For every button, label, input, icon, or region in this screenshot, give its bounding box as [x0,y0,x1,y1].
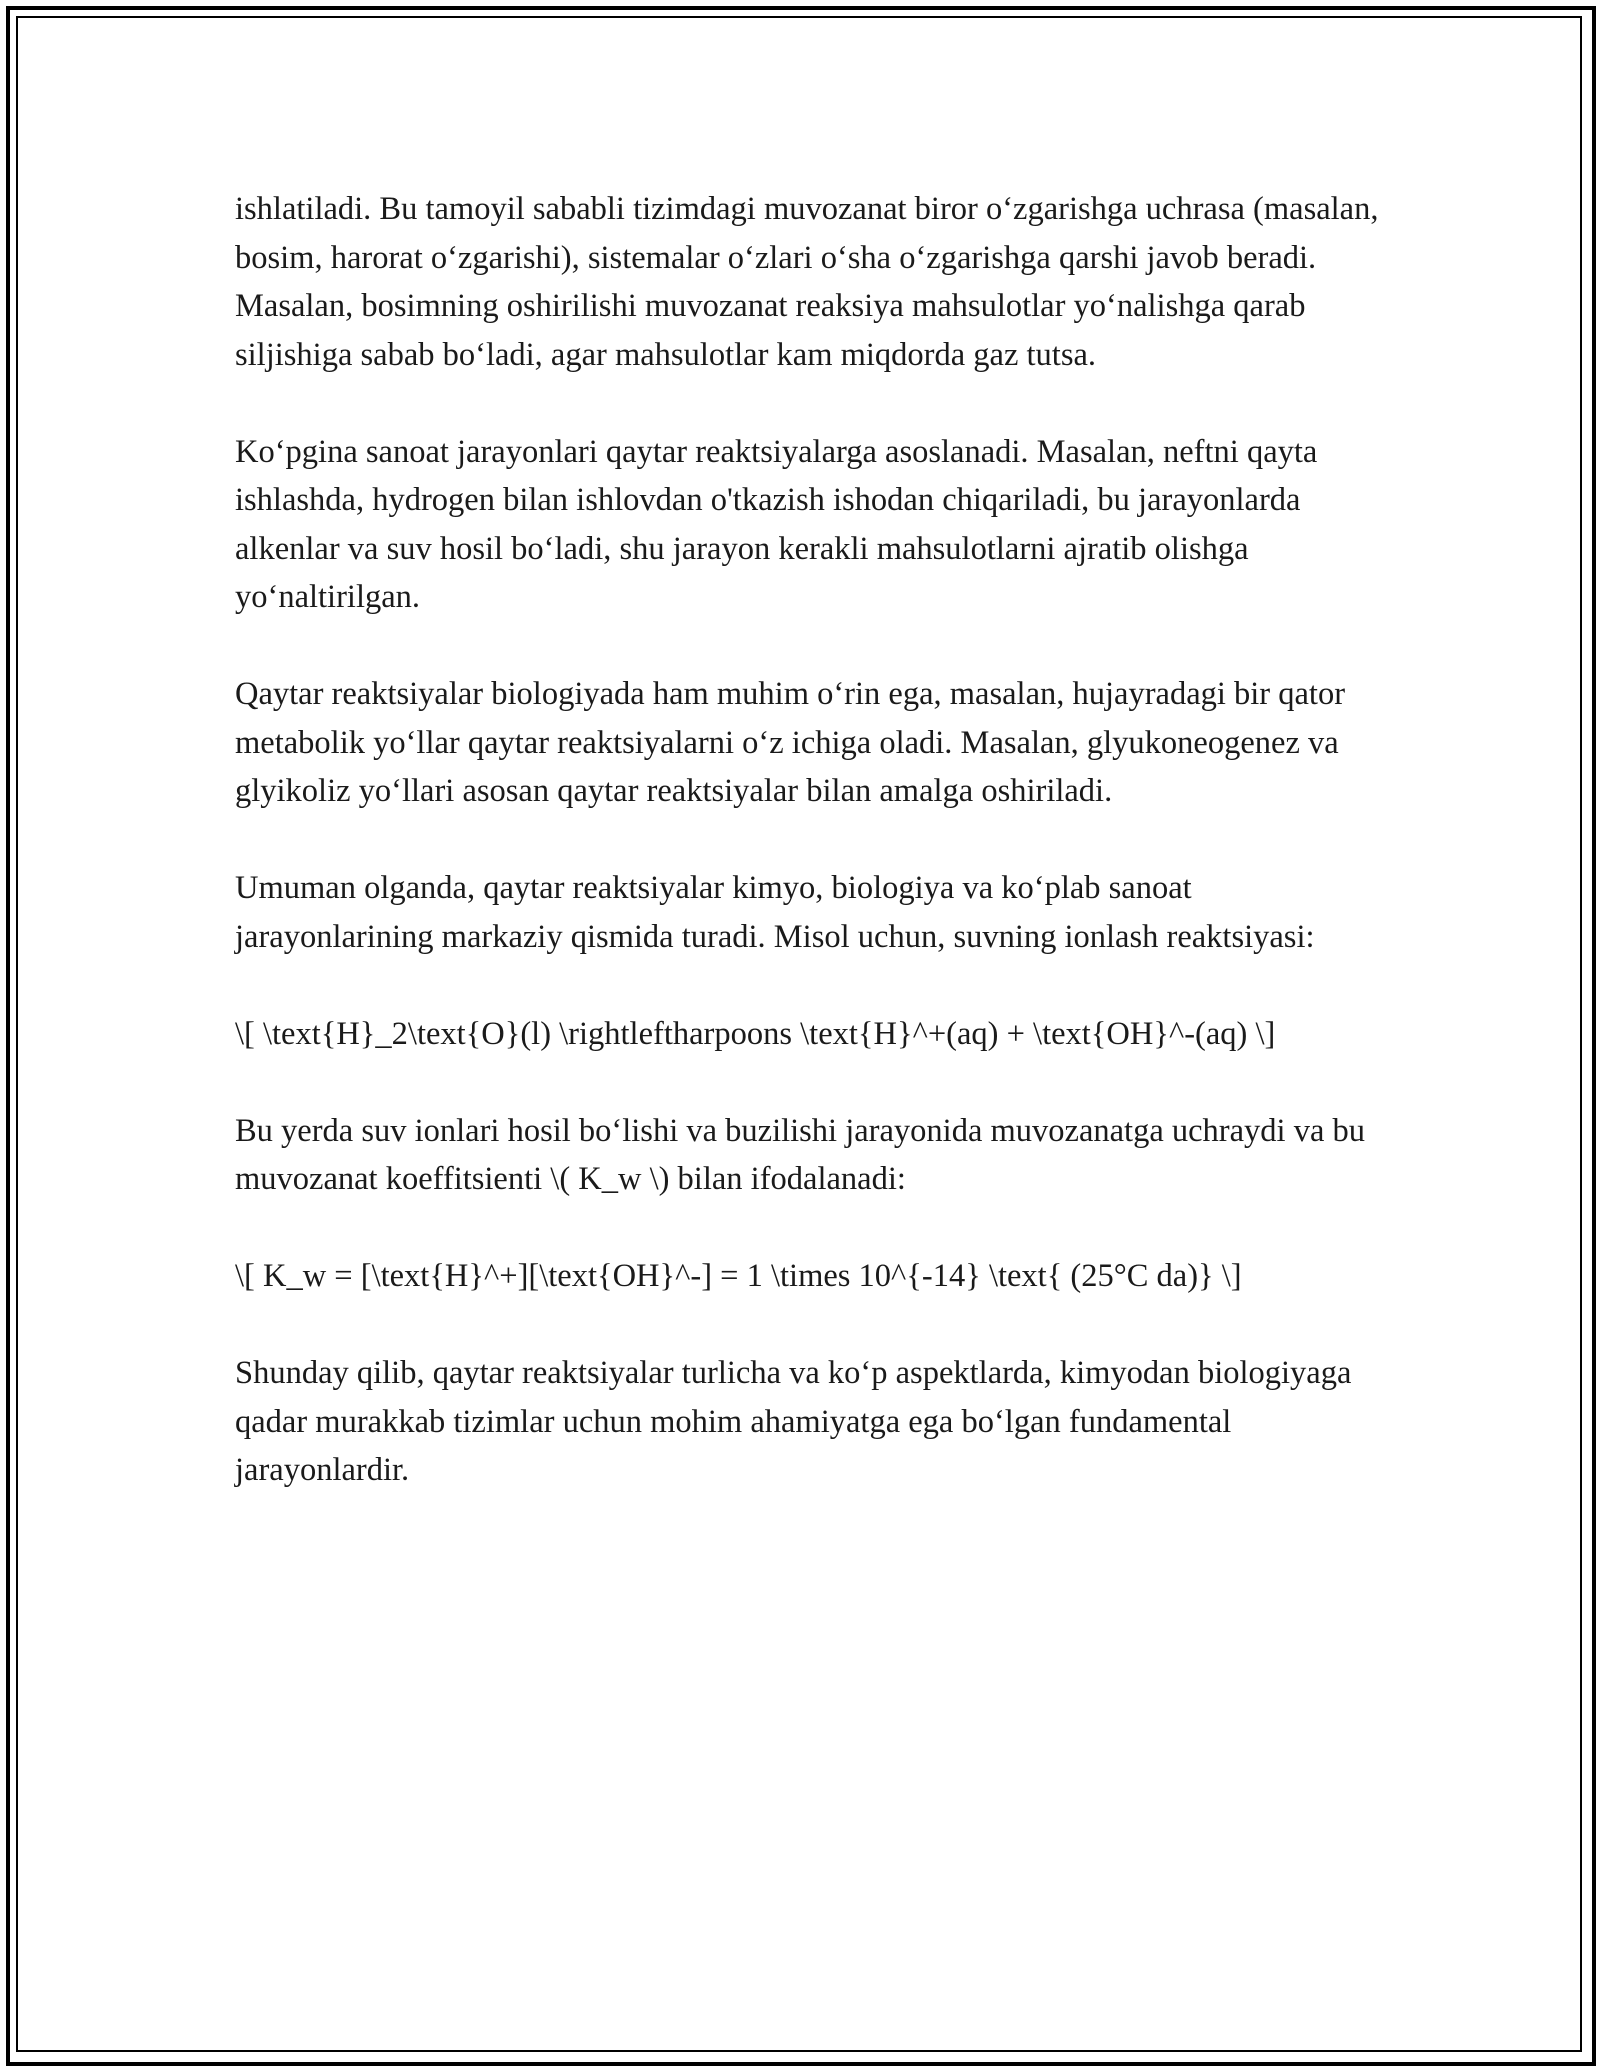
equation-water-ionization: \[ \text{H}_2\text{O}(l) \rightleftharpoons \text{H}^+(aq) + \text{OH}^-(aq) \] [235,1015,1276,1052]
paragraph-summary-water-ionization: Umuman olganda, qaytar reaktsiyalar kimyo, biologiya va ko‘plab sanoat jarayonlarining markaziy qismida turadi. Misol uchun, suvning ionlash reaktsiyasi: [235,870,1315,955]
paragraph-le-chatelier: ishlatiladi. Bu tamoyil sababli tizimdagi muvozanat biror o‘zgarishga uchrasa (masalan, bosim, harorat o‘zgarishi), sistemalar o‘zlari o‘sha o‘zgarishga qarshi javob beradi. Masalan, bosimning oshirilishi muvozanat reaksiya mahsulotlar yo‘nalishga qarab siljishiga sabab bo‘ladi, agar mahsulotlar kam miqdorda gaz tutsa. [235,191,1379,373]
paragraph-industrial-processes: Ko‘pgina sanoat jarayonlari qaytar reaktsiyalarga asoslanadi. Masalan, neftni qayta ishlashda, hydrogen bilan ishlovdan o'tkazish ishodan chiqariladi, bu jarayonlarda alkenlar va suv hosil bo‘ladi, shu jarayon kerakli mahsulotlarni ajratib olishga yo‘naltirilgan. [235,433,1318,615]
paragraph-biology: Qaytar reaktsiyalar biologiyada ham muhim o‘rin ega, masalan, hujayradagi bir qator metabolik yo‘llar qaytar reaktsiyalarni o‘z ichiga oladi. Masalan, glyukoneogenez va glyikoliz yo‘llari asosan qaytar reaktsiyalar bilan amalga oshiriladi. [235,676,1346,809]
equation-kw: \[ K_w = [\text{H}^+][\text{OH}^-] = 1 \times 10^{-14} \text{ (25°C da)} \] [235,1258,1242,1294]
paragraph-kw-intro: Bu yerda suv ionlari hosil bo‘lishi va buzilishi jarayonida muvozanatga uchraydi va bu muvozanat koeffitsienti \( K_w \) bilan ifodalanadi: [235,1112,1366,1197]
paragraph-conclusion: Shunday qilib, qaytar reaktsiyalar turlicha va ko‘p aspektlarda, kimyodan biologiyaga qadar murakkab tizimlar uchun mohim ahamiyatga ega bo‘lgan fundamental jarayonlardir. [235,1355,1352,1488]
document-body [235,185,1380,1495]
